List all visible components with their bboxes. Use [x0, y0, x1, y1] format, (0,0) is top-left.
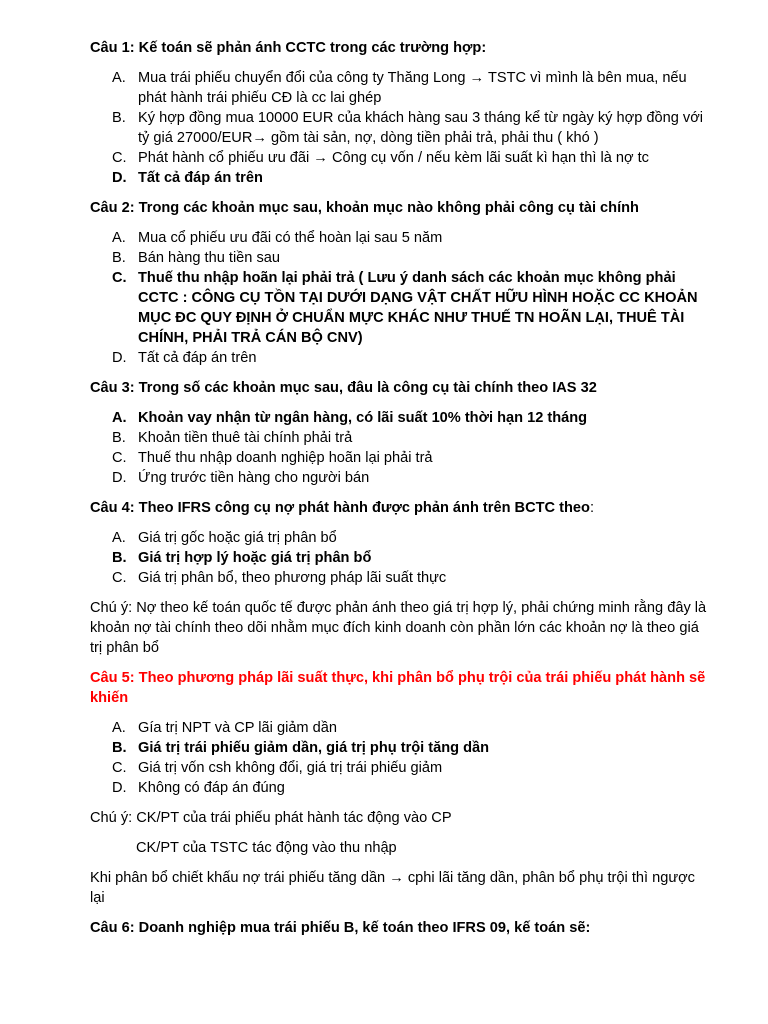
question-5-note-1: Chú ý: CK/PT của trái phiếu phát hành tác động vào CP — [90, 810, 452, 826]
question-2-title: Câu 2: Trong các khoản mục sau, khoản mục nào không phải công cụ tài chính — [90, 200, 639, 216]
q2-option-a: A. Mua cổ phiếu ưu đãi có thể hoàn lại sau 5 năm — [112, 230, 443, 246]
q3-option-d: D. Ứng trước tiền hàng cho người bán — [112, 470, 370, 486]
q1-option-c: C. Phát hành cổ phiếu ưu đãi → Công cụ vốn / nếu kèm lãi suất kì hạn thì là nợ tc — [112, 150, 649, 166]
question-5-note-3: Khi phân bổ chiết khấu nợ trái phiếu tăng dần → cphi lãi tăng dần, phân bổ phụ trội thì ngược lại — [90, 870, 695, 906]
q4-option-c: C. Giá trị phân bổ, theo phương pháp lãi suất thực — [112, 570, 447, 586]
question-4-options — [90, 528, 708, 588]
q4-option-a: A. Giá trị gốc hoặc giá trị phân bổ — [112, 530, 337, 546]
q3-option-a: A. Khoản vay nhận từ ngân hàng, có lãi suất 10% thời hạn 12 tháng — [112, 410, 588, 426]
q2-option-d: D. Tất cả đáp án trên — [112, 350, 257, 366]
question-3-options — [90, 408, 708, 488]
question-5-options — [90, 718, 708, 798]
question-1-options — [90, 68, 708, 188]
q5-option-b: B. Giá trị trái phiếu giảm dần, giá trị phụ trội tăng dần — [112, 740, 490, 756]
q4-option-b: B. Giá trị hợp lý hoặc giá trị phân bổ — [112, 550, 372, 566]
q1-option-a: A. Mua trái phiếu chuyển đổi của công ty Thăng Long → TSTC vì mình là bên mua, nếu phát hành trái phiếu CĐ là cc lai ghép — [112, 70, 687, 106]
question-2-options — [90, 228, 708, 368]
q2-option-c: C. Thuế thu nhập hoãn lại phải trả ( Lưu ý danh sách các khoản mục không phải CCTC : CÔNG CỤ TỒN TẠI DƯỚI DẠNG VẬT CHẤT HỮU HÌNH HOẶC CC KHOẢN MỤC ĐC QUY ĐỊNH Ở CHUẨN MỰC KHÁC NHƯ THUẾ TN HOÃN LẠI, THUÊ TÀI CHÍNH, PHẢI TRẢ CÁN BỘ CNV) — [112, 270, 698, 346]
q3-option-c: C. Thuế thu nhập doanh nghiệp hoãn lại phải trả — [112, 450, 433, 466]
q5-option-a: A. Gía trị NPT và CP lãi giảm dần — [112, 720, 337, 736]
q3-option-b: B. Khoản tiền thuê tài chính phải trả — [112, 430, 353, 446]
question-3-title: Câu 3: Trong số các khoản mục sau, đâu là công cụ tài chính theo IAS 32 — [90, 380, 597, 396]
question-4-title: Câu 4: Theo IFRS công cụ nợ phát hành được phản ánh trên BCTC theo: — [90, 500, 595, 516]
q1-option-b: B. Ký hợp đồng mua 10000 EUR của khách hàng sau 3 tháng kể từ ngày ký hợp đồng với tỷ giá 27000/EUR→ gồm tài sản, nợ, dòng tiền phải trả, phải thu ( khó ) — [112, 110, 704, 146]
question-1-title: Câu 1: Kế toán sẽ phản ánh CCTC trong các trường hợp: — [90, 40, 487, 56]
question-5-note-2: CK/PT của TSTC tác động vào thu nhập — [136, 840, 397, 856]
question-4-colon: : — [589, 500, 595, 516]
question-6-title: Câu 6: Doanh nghiệp mua trái phiếu B, kế toán theo IFRS 09, kế toán sẽ: — [90, 920, 591, 936]
q1-option-d: D. Tất cả đáp án trên — [112, 170, 263, 186]
q5-option-d: D. Không có đáp án đúng — [112, 780, 285, 796]
question-4-note: Chú ý: Nợ theo kế toán quốc tế được phản ánh theo giá trị hợp lý, phải chứng minh rằng đây là khoản nợ tài chính theo dõi nhằm mục đích kinh doanh còn phần lớn các khoản nợ là theo giá trị phân bổ — [90, 600, 707, 656]
q5-option-c: C. Giá trị vốn csh không đổi, giá trị trái phiếu giảm — [112, 760, 443, 776]
q2-option-b: B. Bán hàng thu tiền sau — [112, 250, 280, 266]
question-5-title: Câu 5: Theo phương pháp lãi suất thực, khi phân bổ phụ trội của trái phiếu phát hành sẽ khiến — [90, 670, 706, 706]
